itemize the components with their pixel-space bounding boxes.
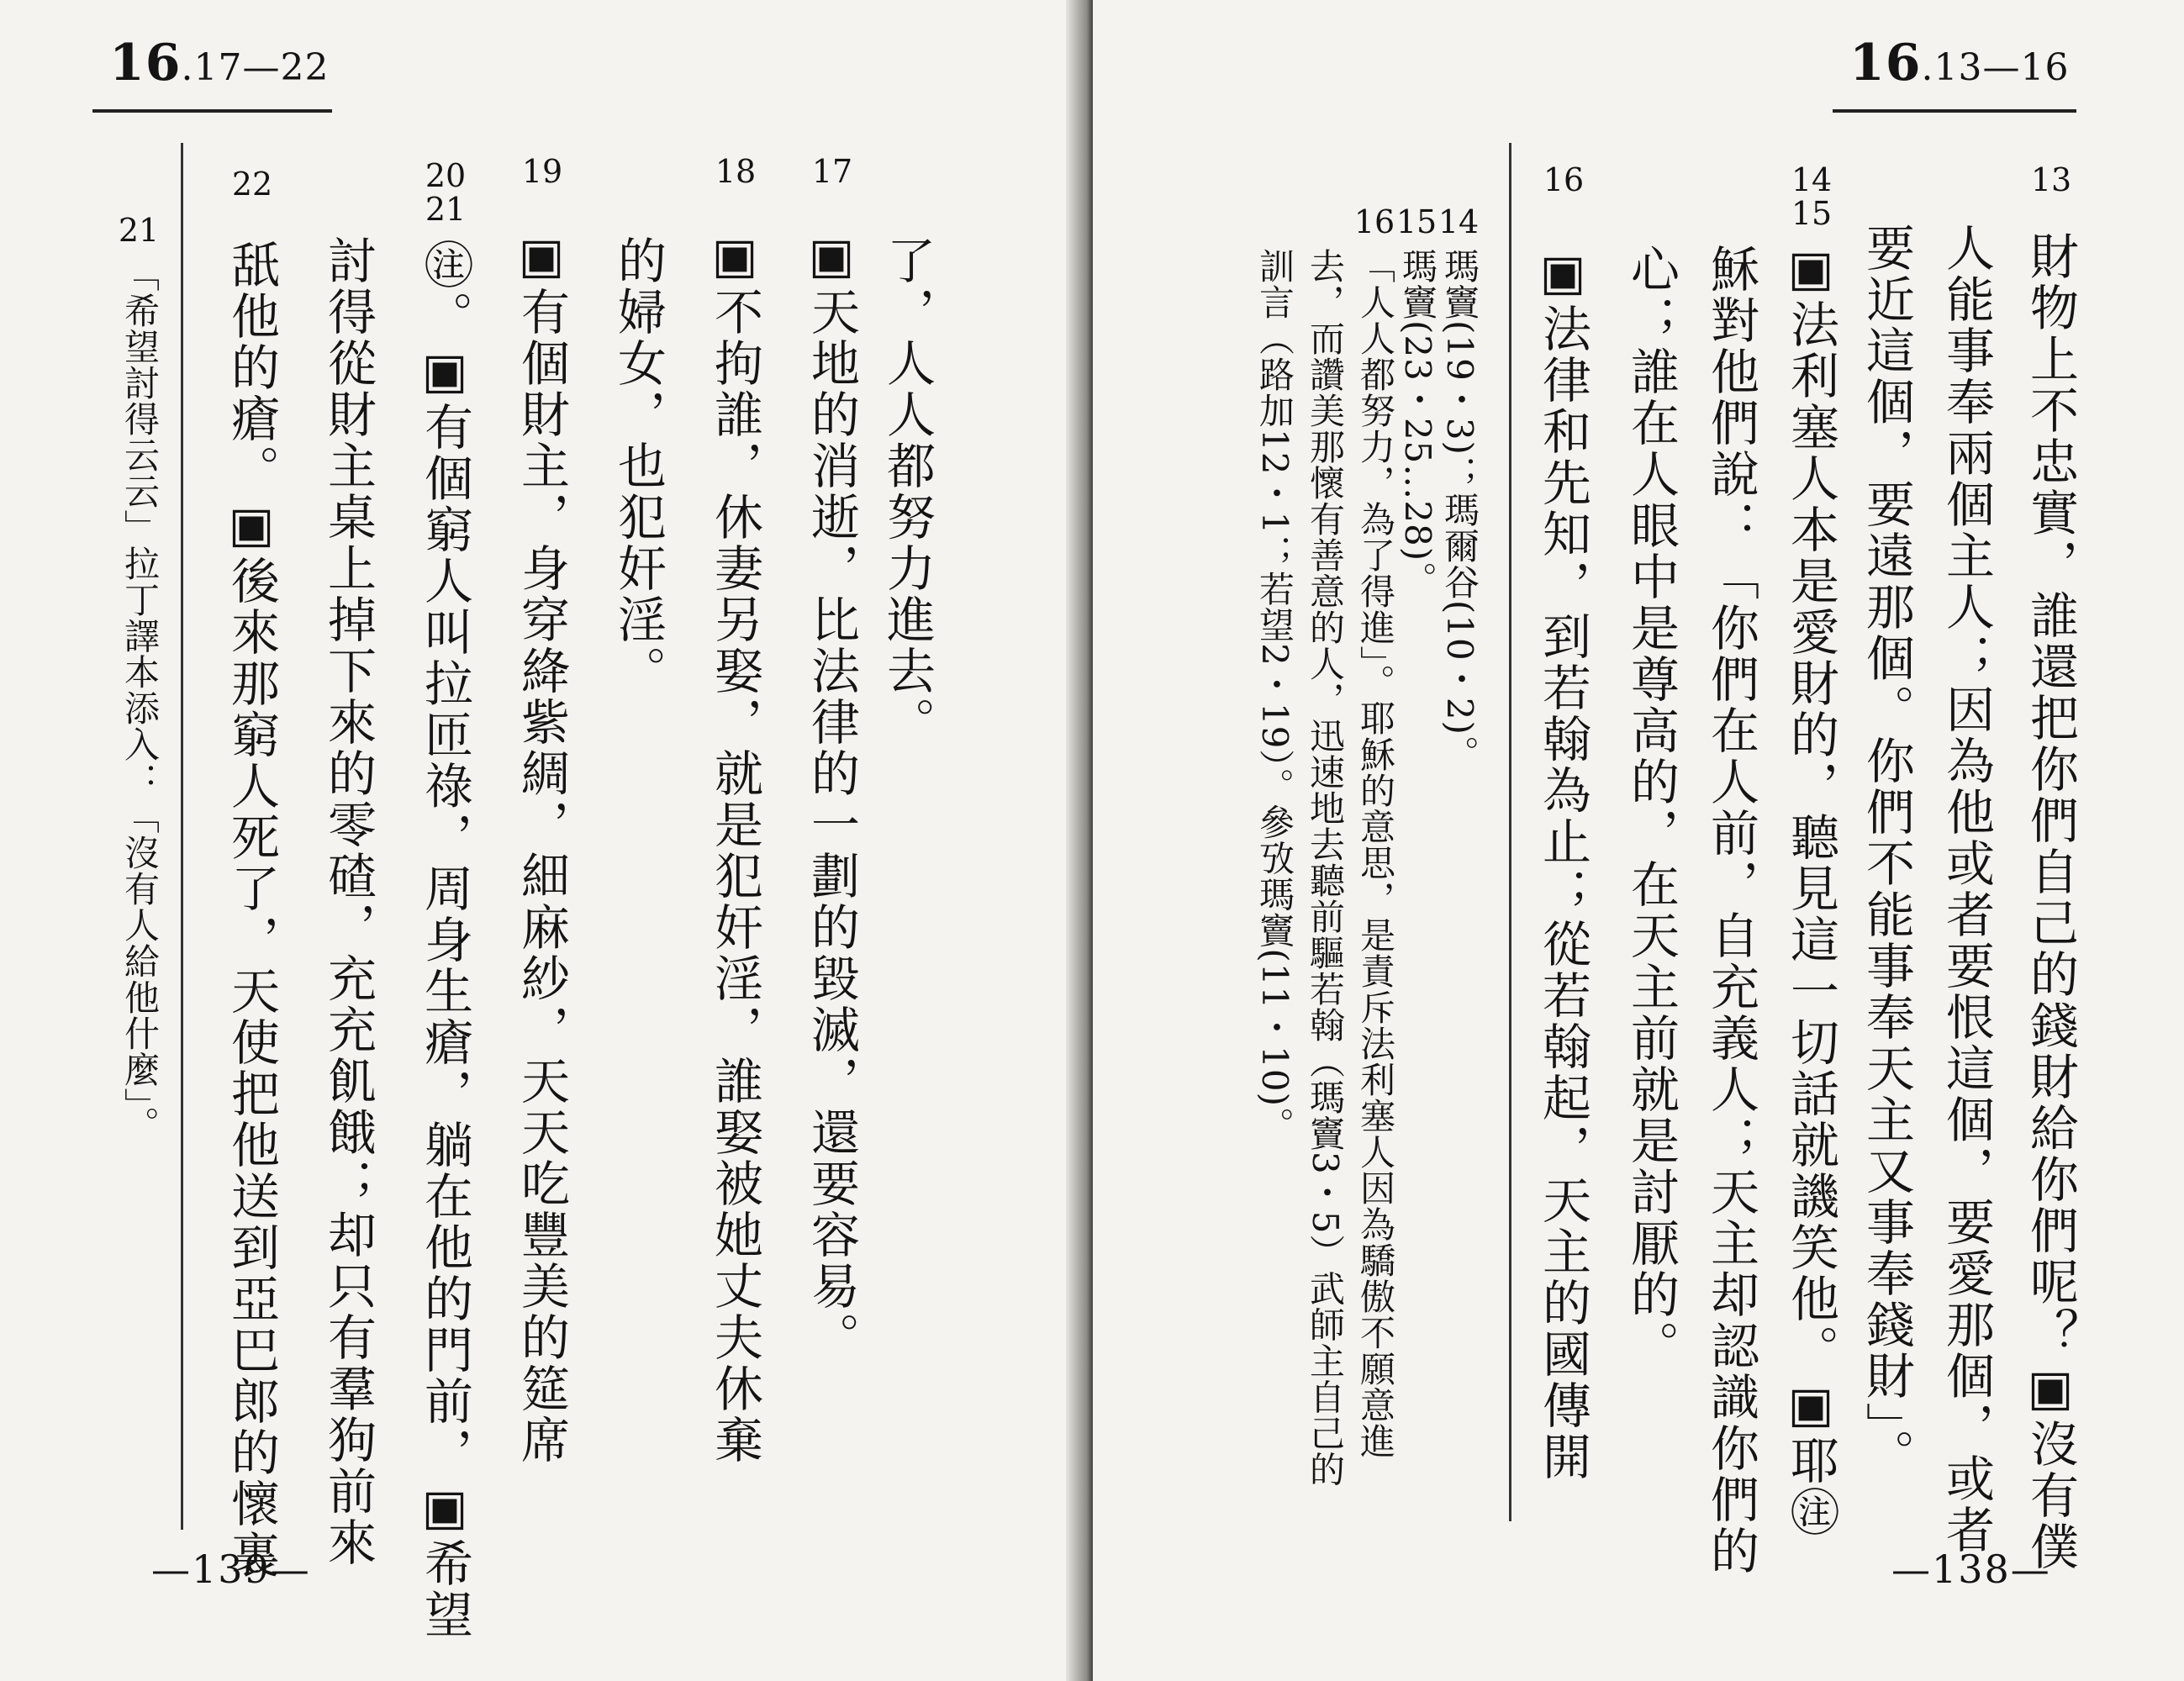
left-footnote-number: 21 — [118, 212, 160, 249]
left-text-column-3: ▣不拘誰，休妻另娶，就是犯奸淫，誰娶被她丈夫休棄 — [706, 227, 763, 1466]
right-text-column-3: 要近這個，要遠那個。你們不能事奉天主又事奉錢財」。 — [1858, 223, 1915, 1480]
left-text-column-6: ㊟。▣有個窮人叫拉匝祿，周身生瘡，躺在他的門前，▣希望 — [416, 240, 473, 1641]
right-text-column-1: 財物上不忠實，誰還把你們自己的錢財給你們呢？▣沒有僕 — [2022, 231, 2079, 1573]
right-footnote-16-text-2: 去，而讚美那懷有善意的人，迅速地去聽前驅若翰（瑪竇3・5）武師主自己的 — [1305, 248, 1346, 1488]
verse-number-14: 14 — [1791, 161, 1833, 198]
right-footnote-number-14: 14 — [1438, 203, 1480, 240]
right-footnote-16-text-3: 訓言（路加12・1；若望2・19）。參攷瑪竇(11・10)。 — [1254, 248, 1295, 1143]
verse-number-15: 15 — [1791, 194, 1833, 232]
right-text-column-4: ▣法利塞人本是愛財的，聽見這一切話就譏笑他。▣耶㊟ — [1782, 240, 1839, 1538]
left-page-number: —139— — [151, 1547, 311, 1592]
left-text-column-8: 舐他的瘡。▣後來那窮人死了，天使把他送到亞巴郎的懷裏 — [223, 240, 280, 1581]
left-header-verses: .17—22 — [181, 46, 330, 89]
verse-number-17: 17 — [811, 153, 853, 190]
right-text-column-7: ▣法律和先知，到若翰為止；從若翰起，天主的國傳開 — [1534, 244, 1591, 1483]
left-header-chapter: 16 — [109, 34, 182, 92]
right-text-column-2: 人能事奉兩個主人；因為他或者要恨這個，要愛那個，或者 — [1938, 223, 1995, 1556]
left-text-column-7: 討得從財主桌上掉下來的零碴，充充飢餓；却只有羣狗前來 — [319, 235, 377, 1568]
verse-number-13: 13 — [2030, 161, 2072, 198]
left-footnote-divider — [181, 143, 183, 1530]
left-header-rule — [92, 109, 332, 113]
left-text-column-2: ▣天地的消逝，比法律的一劃的毀滅，還要容易。 — [803, 227, 860, 1363]
verse-number-19: 19 — [521, 153, 563, 190]
verse-number-14-15 — [1786, 161, 1837, 232]
right-footnote-number-15: 15 — [1395, 203, 1438, 240]
left-text-column-4: 的婦女，也犯奸淫。 — [609, 235, 667, 697]
left-page — [0, 0, 1084, 1681]
verse-number-16: 16 — [1543, 161, 1585, 198]
verse-number-20-21 — [420, 157, 471, 228]
verse-number-20: 20 — [425, 157, 467, 194]
verse-number-18: 18 — [715, 153, 757, 190]
right-footnote-16-text-1: 「人人都努力，為了得進」。耶穌的意思，是責斥法利塞人因為驕傲不願意進 — [1355, 248, 1396, 1459]
right-footnote-number-16: 16 — [1353, 203, 1395, 240]
verse-number-21: 21 — [425, 190, 467, 228]
right-page-number: —138— — [1891, 1547, 2051, 1592]
right-header-rule — [1833, 109, 2076, 113]
right-page-header — [1849, 34, 2069, 92]
right-text-column-5: 穌對他們說：「你們在人前，自充義人；天主却認識你們的 — [1702, 244, 1759, 1577]
right-header-verses: .13—16 — [1921, 46, 2070, 89]
right-text-column-6: 心；誰在人眼中是尊高的，在天主前就是討厭的。 — [1622, 244, 1680, 1372]
left-page-header — [109, 34, 329, 92]
left-text-column-5: ▣有個財主，身穿絳紫綢，細麻紗，天天吃豐美的筵席 — [513, 227, 570, 1466]
right-footnote-divider-a — [1509, 143, 1511, 1521]
left-footnote-text: 「希望討得云云」拉丁譯本添入：「沒有人給他什麼」。 — [119, 256, 161, 1142]
verse-number-22: 22 — [231, 166, 273, 203]
right-page — [1093, 0, 2184, 1681]
right-header-chapter: 16 — [1849, 34, 1922, 92]
left-text-column-1: 了，人人都努力進去。 — [878, 235, 936, 748]
right-footnote-14-text: 瑪竇(19・3)；瑪爾谷(10・2)。 — [1439, 248, 1480, 772]
right-footnote-15-text: 瑪竇(23・25…28)。 — [1397, 248, 1438, 598]
